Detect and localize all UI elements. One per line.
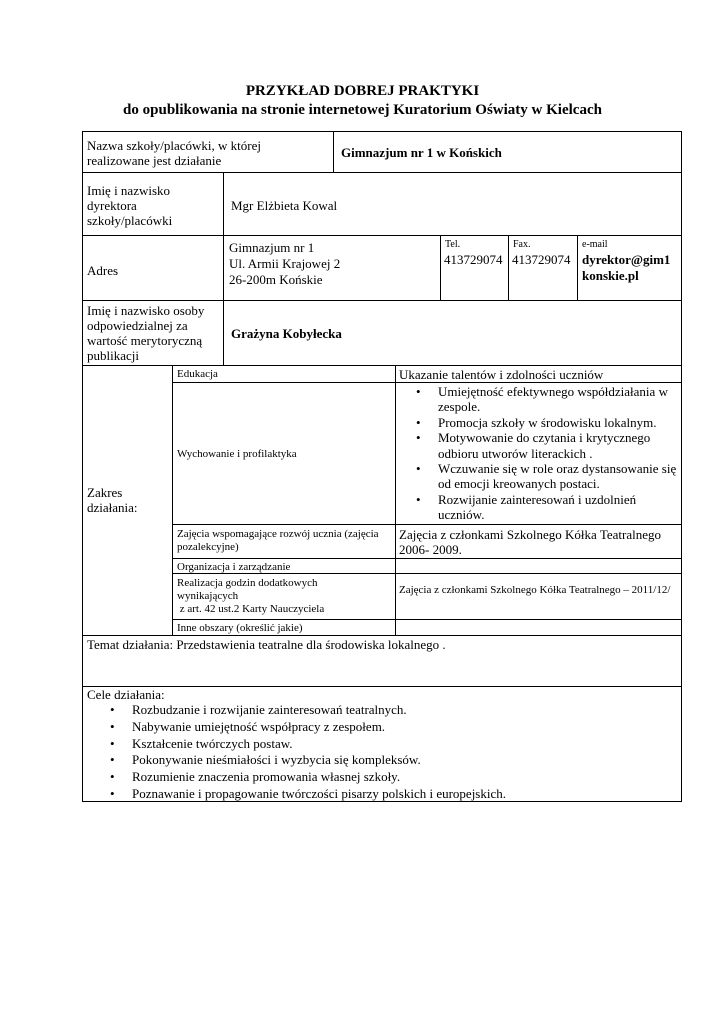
fax-value: 413729074 bbox=[512, 252, 571, 267]
list-item: • Wczuwanie się w role oraz dystansowanie się od emocji kreowanych postaci. bbox=[408, 461, 680, 492]
scope-content-additional-hours: Zajęcia z członkami Szkolnego Kółka Teatralnego – 2011/12/ bbox=[399, 584, 671, 596]
scope-category-education: Edukacja bbox=[177, 368, 218, 380]
email-label: e-mail bbox=[582, 239, 608, 250]
document-subtitle: do opublikowania na stronie internetowej Kuratorium Oświaty w Kielcach bbox=[123, 102, 602, 118]
list-item: • Promocja szkoły w środowisku lokalnym. bbox=[408, 415, 680, 430]
school-name: Gimnazjum nr 1 w Końskich bbox=[341, 145, 502, 160]
upbringing-list bbox=[408, 384, 680, 523]
address-line1: Gimnazjum nr 1 bbox=[229, 240, 315, 255]
scope-category-extracurricular: Zajęcia wspomagające rozwój ucznia (zajęcia pozalekcyjne) bbox=[177, 528, 379, 553]
fax-label: Fax. bbox=[513, 239, 531, 250]
list-item: • Umiejętność efektywnego współdziałania w zespole. bbox=[408, 384, 680, 415]
address-line2: Ul. Armii Krajowej 2 bbox=[229, 256, 341, 271]
scope-content-extracurricular: Zajęcia z członkami Szkolnego Kółka Teatralnego 2006- 2009. bbox=[399, 527, 661, 557]
tel-value: 413729074 bbox=[444, 252, 503, 267]
tel-label: Tel. bbox=[445, 239, 461, 250]
director-label: Imię i nazwisko dyrektora szkoły/placówki bbox=[87, 183, 173, 228]
scope-category-other: Inne obszary (określić jakie) bbox=[177, 622, 303, 634]
list-item: • Rozumienie znaczenia promowania własnej szkoły. bbox=[82, 769, 677, 786]
scope-content-cell bbox=[395, 619, 682, 636]
list-item: • Poznawanie i propagowanie twórczości pisarzy polskich i europejskich. bbox=[82, 786, 677, 803]
document-title: PRZYKŁAD DOBREJ PRAKTYKI bbox=[245, 83, 480, 99]
school-label: Nazwa szkoły/placówki, w której realizowane jest działanie bbox=[87, 138, 262, 168]
address-line3: 26-200m Końskie bbox=[229, 272, 323, 287]
list-item: • Motywowanie do czytania i krytycznego odbioru utworów literackich . bbox=[408, 430, 680, 461]
scope-label: Zakres działania: bbox=[87, 485, 138, 515]
list-item: • Rozwijanie zainteresowań i uzdolnień uczniów. bbox=[408, 492, 680, 523]
scope-category-additional-hours-line1: Realizacja godzin dodatkowych wynikających bbox=[177, 577, 318, 602]
email-value-line2: konskie.pl bbox=[582, 268, 639, 283]
scope-category-management: Organizacja i zarządzanie bbox=[177, 561, 291, 573]
responsible-label: Imię i nazwisko osoby odpowiedzialnej za wartość merytoryczną publikacji bbox=[87, 303, 205, 363]
scope-content-education: Ukazanie talentów i zdolności uczniów bbox=[399, 367, 604, 382]
list-item: • Nabywanie umiejętność współpracy z zespołem. bbox=[82, 719, 677, 736]
topic-text: Temat działania: Przedstawienia teatralne dla środowiska lokalnego . bbox=[87, 637, 446, 652]
scope-category-additional-hours-line2: z art. 42 ust.2 Karty Nauczyciela bbox=[177, 603, 325, 615]
scope-content-cell bbox=[395, 558, 682, 574]
goals-list bbox=[82, 702, 677, 803]
list-item: • Pokonywanie nieśmiałości i wyzbycia się kompleksów. bbox=[82, 752, 677, 769]
scope-category-upbringing: Wychowanie i profilaktyka bbox=[177, 448, 297, 460]
list-item: • Kształcenie twórczych postaw. bbox=[82, 736, 677, 753]
list-item: • Rozbudzanie i rozwijanie zainteresowań teatralnych. bbox=[82, 702, 677, 719]
goals-label: Cele działania: bbox=[87, 687, 165, 702]
director-name: Mgr Elżbieta Kowal bbox=[231, 198, 338, 213]
responsible-name: Grażyna Kobyłecka bbox=[231, 326, 342, 341]
address-label: Adres bbox=[87, 263, 119, 278]
email-value-line1: dyrektor@gim1 bbox=[582, 252, 671, 267]
